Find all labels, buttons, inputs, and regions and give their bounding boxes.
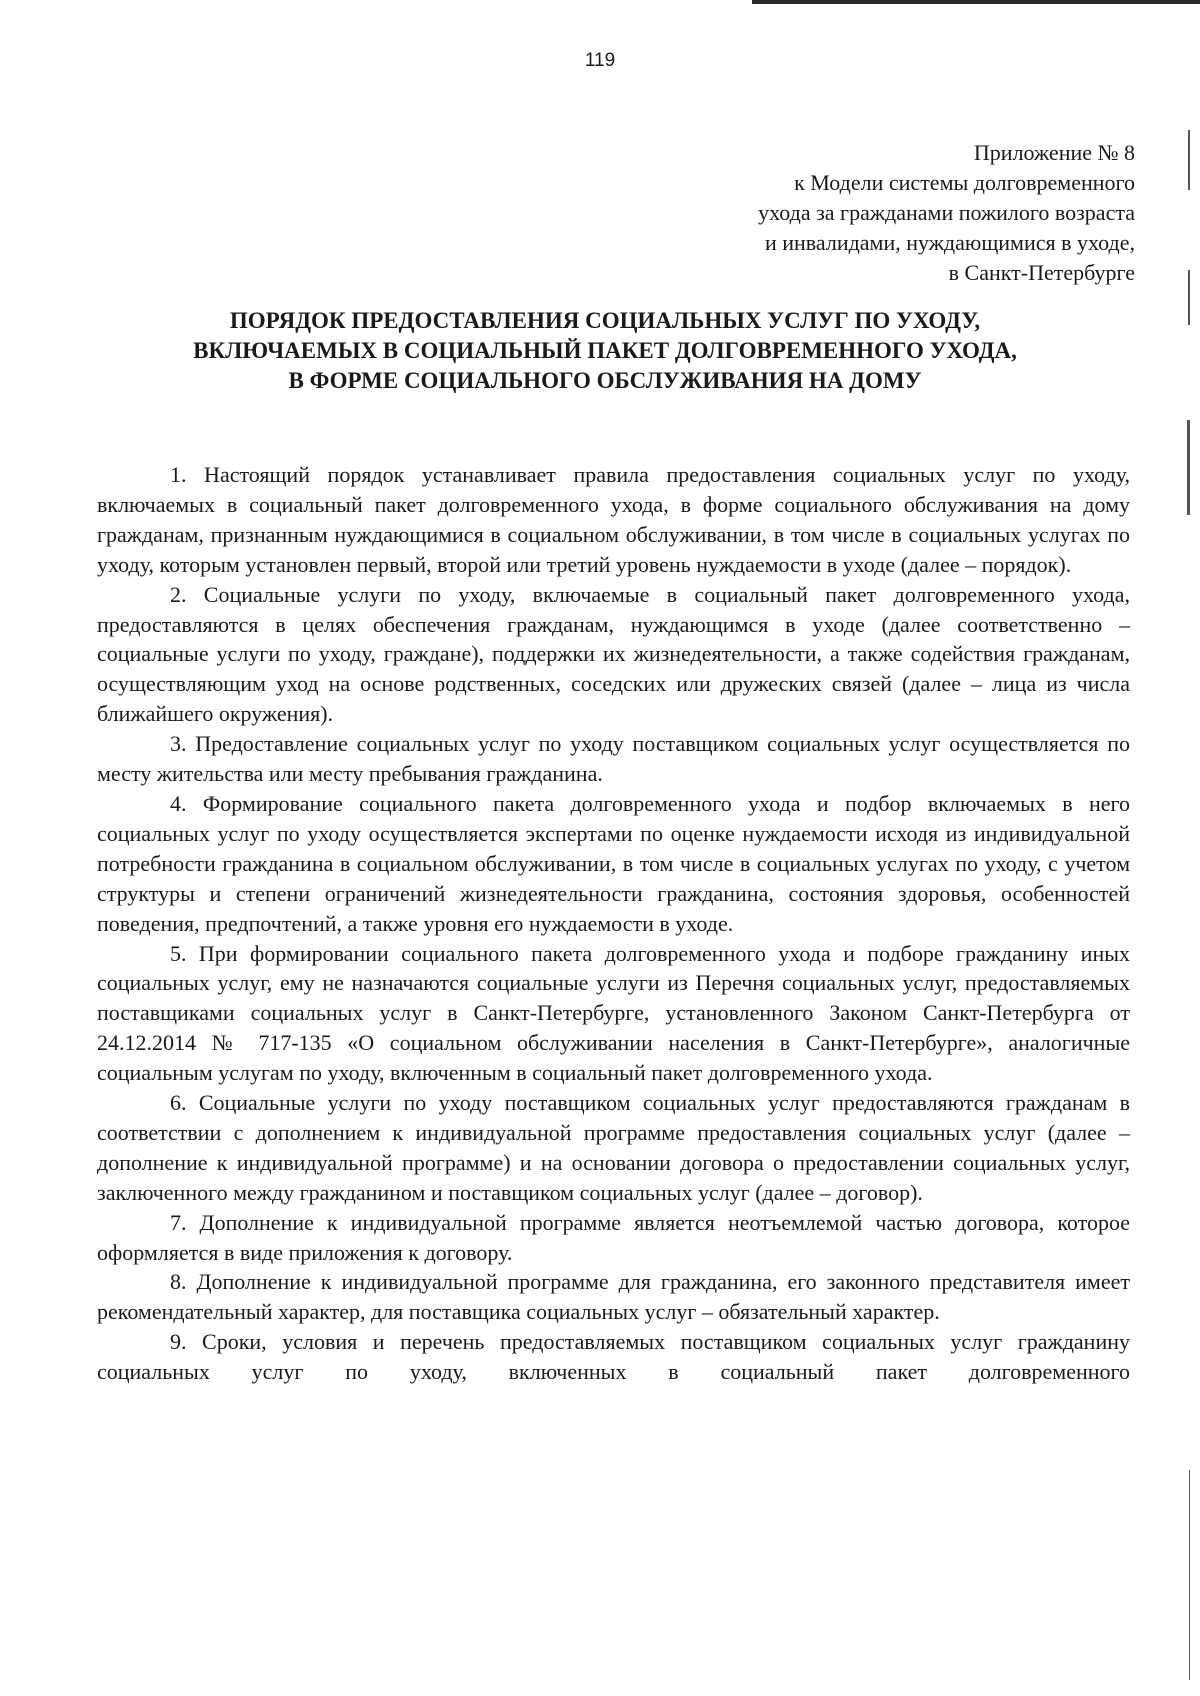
scan-edge-line (752, 0, 1200, 4)
paragraph: 3. Предоставление социальных услуг по уходу поставщиком социальных услуг осуществляется по месту жительства или месту пребывания гражданина. (97, 731, 1130, 787)
title-line: ВКЛЮЧАЕМЫХ В СОЦИАЛЬНЫЙ ПАКЕТ ДОЛГОВРЕМЕННОГО УХОДА, (193, 338, 1017, 363)
paragraph: 6. Социальные услуги по уходу поставщиком социальных услуг предоставляются гражданам в соответствии с дополнением к индивидуальной программе предоставления социальных услуг (далее – дополнение к индивидуальной программе) и на основании договора о предоставлении социальных услуг, заключенного между гражданином и поставщиком социальных услуг (далее – договор). (97, 1090, 1130, 1205)
appendix-line: ухода за гражданами пожилого возраста (758, 200, 1135, 225)
scan-margin-mark (1188, 130, 1190, 190)
document-title (90, 306, 1120, 396)
appendix-line: и инвалидами, нуждающимися в уходе, (764, 230, 1135, 255)
page-number: 119 (584, 50, 616, 71)
document-body (97, 460, 1130, 1387)
paragraph: 8. Дополнение к индивидуальной программе для гражданина, его законного представителя имеет рекомендательный характер, для поставщика социальных услуг – обязательный характер. (97, 1269, 1130, 1325)
scan-margin-mark (1188, 270, 1190, 325)
title-line: ПОРЯДОК ПРЕДОСТАВЛЕНИЯ СОЦИАЛЬНЫХ УСЛУГ ПО УХОДУ, (229, 308, 981, 333)
paragraph: 4. Формирование социального пакета долговременного ухода и подбор включаемых в него социальных услуг по уходу осуществляется экспертами по оценке нуждаемости исходя из индивидуальной потребности гражданина в социальном обслуживании, в том числе в социальных услугах по уходу, с учетом структуры и степени ограничений жизнедеятельности гражданина, состояния здоровья, особенностей поведения, предпочтений, а также уровня его нуждаемости в уходе. (97, 790, 1130, 936)
scan-margin-mark (1187, 420, 1190, 515)
paragraph: 2. Социальные услуги по уходу, включаемые в социальный пакет долговременного ухода, предоставляются в целях обеспечения гражданам, нуждающимся в уходе (далее соответственно – социальные услуги по уходу, граждане), поддержки их жизнедеятельности, а также содействия гражданам, осуществляющим уход на основе родственных, соседских или дружеских связей (далее – лица из числа ближайшего окружения). (97, 581, 1130, 727)
paragraph: 7. Дополнение к индивидуальной программе является неотъемлемой частью договора, которое оформляется в виде приложения к договору. (97, 1209, 1130, 1265)
appendix-line: Приложение № 8 (973, 140, 1135, 165)
appendix-header (575, 138, 1135, 288)
title-line: В ФОРМЕ СОЦИАЛЬНОГО ОБСЛУЖИВАНИЯ НА ДОМУ (288, 368, 922, 393)
appendix-line: к Модели системы долговременного (794, 170, 1135, 195)
appendix-line: в Санкт-Петербурге (948, 260, 1135, 285)
paragraph: 5. При формировании социального пакета долговременного ухода и подборе гражданину иных социальных услуг, ему не назначаются социальные услуги из Перечня социальных услуг, предоставляемых поставщиками социальных услуг в Санкт-Петербурге, установленного Законом Санкт-Петербурга от 24.12.2014 № 717-135 «О социальном обслуживании населения в Санкт-Петербурге», аналогичные социальным услугам по уходу, включенным в социальный пакет долговременного ухода. (97, 940, 1130, 1086)
paragraph: 9. Сроки, условия и перечень предоставляемых поставщиком социальных услуг гражданину социальных услуг по уходу, включенных в социальный пакет долговременного (97, 1329, 1130, 1385)
paragraph: 1. Настоящий порядок устанавливает правила предоставления социальных услуг по уходу, включаемых в социальный пакет долговременного ухода, в форме социального обслуживания на дому гражданам, признанным нуждающимися в социальном обслуживании, в том числе в социальных услугах по уходу, которым установлен первый, второй или третий уровень нуждаемости в уходе (далее – порядок). (97, 462, 1130, 577)
scan-margin-mark (1189, 1470, 1190, 1680)
